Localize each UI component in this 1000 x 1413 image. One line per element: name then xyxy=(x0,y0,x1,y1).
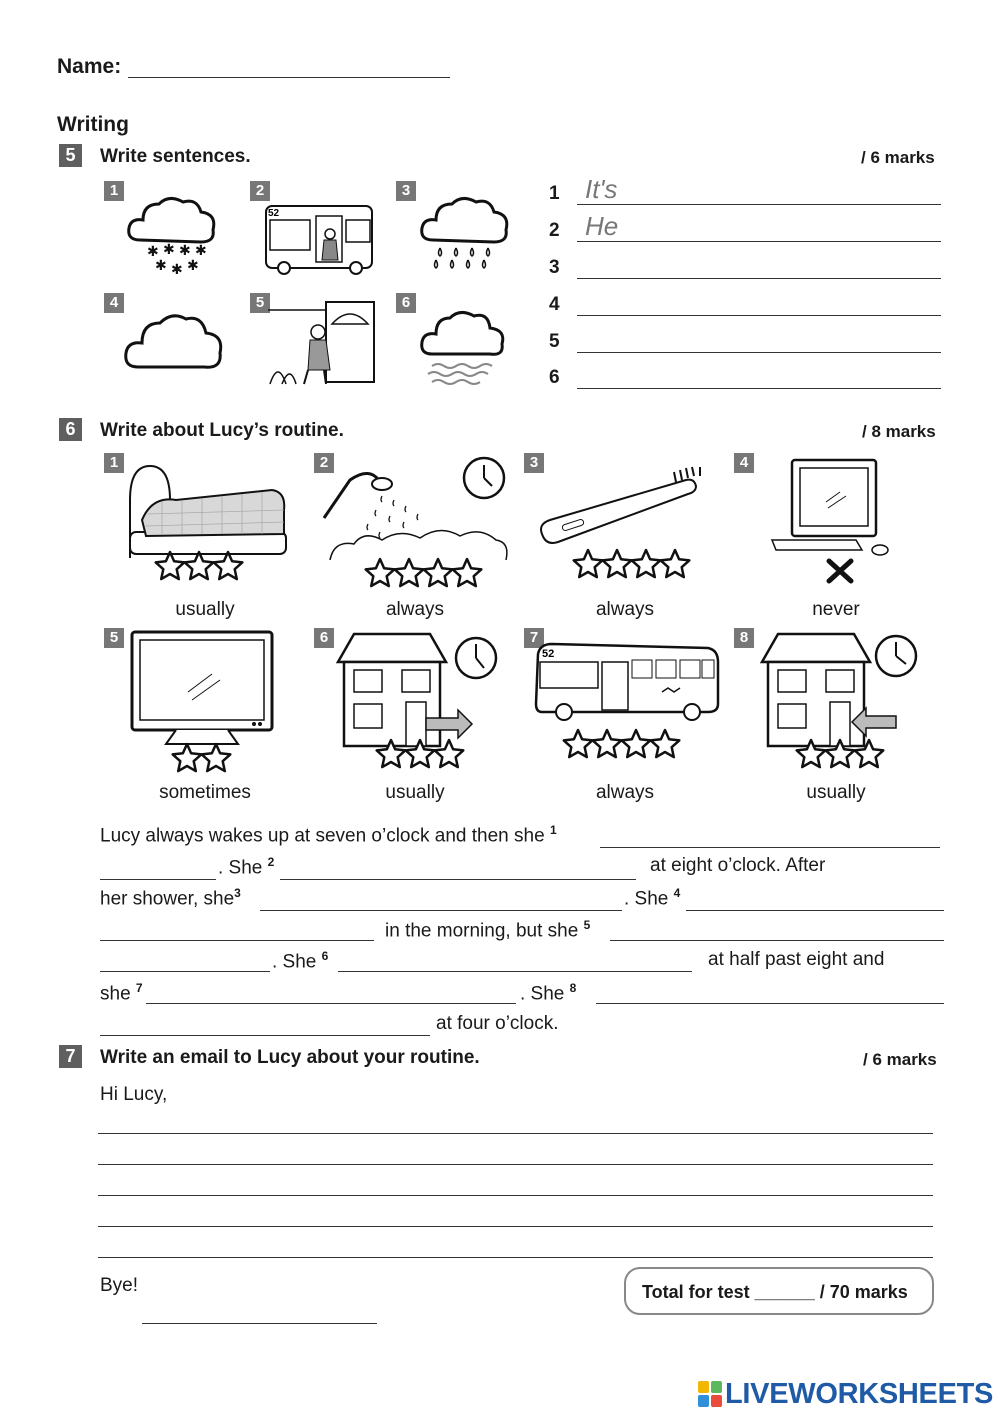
ex6-gap-8a[interactable] xyxy=(596,978,944,1004)
star-icon xyxy=(564,730,593,757)
ex5-picture-number-2: 2 xyxy=(250,181,270,201)
ex5-answer-number-5: 5 xyxy=(549,331,560,352)
bed-icon xyxy=(122,460,290,560)
wind-cloud-icon xyxy=(418,302,508,386)
email-line-1[interactable] xyxy=(98,1106,933,1134)
ex6-frequency-3: always xyxy=(595,599,655,620)
email-line-3[interactable] xyxy=(98,1168,933,1196)
svg-text:✱: ✱ xyxy=(155,258,167,274)
ex6-gap-5b[interactable] xyxy=(100,946,270,972)
logo-mark-icon xyxy=(698,1381,722,1407)
svg-text:✱: ✱ xyxy=(171,262,183,278)
star-icon xyxy=(185,552,214,579)
rain-cloud-icon xyxy=(418,190,513,280)
star-icon xyxy=(574,550,603,577)
logo-text: LIVEWORKSHEETS xyxy=(725,1378,994,1410)
exercise-5-title: Write sentences. xyxy=(100,146,251,167)
star-icon xyxy=(156,552,185,579)
never-cross-icon xyxy=(825,557,855,585)
television-icon xyxy=(130,630,275,748)
email-closing: Bye! xyxy=(100,1275,139,1296)
ex6-text-line-1: Lucy always wakes up at seven o’clock and then she $^1$ xyxy=(100,823,557,847)
ex5-picture-number-5: 5 xyxy=(250,293,270,313)
star-icon xyxy=(406,740,435,767)
ex6-gap-8b[interactable] xyxy=(100,1010,430,1036)
ex6-text-line-2a: . She $^2$ xyxy=(218,855,275,879)
star-icon xyxy=(826,740,855,767)
star-icon xyxy=(435,740,464,767)
ex5-picture-number-1: 1 xyxy=(104,181,124,201)
exercise-5-marks: / 6 marks xyxy=(861,148,935,167)
star-icon xyxy=(651,730,680,757)
ex6-picture-number-6: 6 xyxy=(314,628,334,648)
ex6-stars-7 xyxy=(563,728,683,760)
bus-boarding-icon xyxy=(264,196,374,276)
exercise-7-number: 7 xyxy=(59,1045,82,1068)
liveworksheets-logo xyxy=(698,1379,994,1409)
ex5-answer-2[interactable] xyxy=(577,211,941,242)
ex5-answer-number-4: 4 xyxy=(549,294,560,315)
star-icon xyxy=(214,552,243,579)
shower-icon xyxy=(320,460,510,560)
ex6-text-line-3a: her shower, she$^3$ xyxy=(100,886,241,910)
ex6-gap-4a[interactable] xyxy=(686,885,944,911)
ex6-gap-1b[interactable] xyxy=(100,854,216,880)
ex6-stars-1 xyxy=(155,550,247,582)
ex5-answer-4[interactable] xyxy=(577,285,941,316)
exercise-7-marks: / 6 marks xyxy=(863,1050,937,1069)
ex5-answer-number-3: 3 xyxy=(549,257,560,278)
ex5-answer-1[interactable] xyxy=(577,174,941,205)
computer-icon xyxy=(770,458,894,558)
ex5-picture-number-3: 3 xyxy=(396,181,416,201)
exercise-6-title: Write about Lucy’s routine. xyxy=(100,420,344,441)
ex6-frequency-2: always xyxy=(385,599,445,620)
svg-text:✱: ✱ xyxy=(179,243,191,259)
snow-cloud-icon xyxy=(125,190,220,280)
ex6-frequency-6: usually xyxy=(385,782,445,803)
total-box xyxy=(624,1267,934,1315)
svg-text:✱: ✱ xyxy=(187,258,199,274)
ex6-text-line-6b: . She $^8$ xyxy=(520,981,577,1005)
ex6-gap-5a[interactable] xyxy=(610,915,944,941)
name-field[interactable] xyxy=(128,52,450,78)
ex6-gap-2[interactable] xyxy=(280,854,636,880)
ex6-stars-3 xyxy=(573,548,693,580)
ex6-text-line-3b: . She $^4$ xyxy=(624,886,681,910)
star-icon xyxy=(593,730,622,757)
ex6-text-line-2b: at eight o’clock. After xyxy=(650,855,826,876)
ex6-text-line-6a: she $^7$ xyxy=(100,981,143,1005)
exercise-5-number: 5 xyxy=(59,144,82,167)
exercise-6-number: 6 xyxy=(59,418,82,441)
email-greeting: Hi Lucy, xyxy=(100,1084,168,1105)
svg-text:✱: ✱ xyxy=(147,244,159,260)
ex5-picture-number-6: 6 xyxy=(396,293,416,313)
exercise-7-title: Write an email to Lucy about your routine. xyxy=(100,1047,480,1068)
person-at-door-icon xyxy=(268,300,386,386)
ex6-picture-number-2: 2 xyxy=(314,453,334,473)
ex5-answer-number-6: 6 xyxy=(549,367,560,388)
svg-text:✱: ✱ xyxy=(195,243,207,259)
svg-text:52: 52 xyxy=(542,648,555,660)
ex6-picture-number-3: 3 xyxy=(524,453,544,473)
cloud-icon xyxy=(122,305,227,375)
ex6-stars-8 xyxy=(796,738,888,770)
ex6-frequency-7: always xyxy=(595,782,655,803)
svg-text:52: 52 xyxy=(268,208,280,219)
ex6-picture-number-5: 5 xyxy=(104,628,124,648)
star-icon xyxy=(661,550,690,577)
star-icon xyxy=(797,740,826,767)
ex6-text-line-5b: at half past eight and xyxy=(708,949,885,970)
bus-icon xyxy=(532,640,722,724)
ex6-gap-4b[interactable] xyxy=(100,915,374,941)
star-icon xyxy=(173,744,202,771)
ex6-frequency-1: usually xyxy=(175,599,235,620)
star-icon xyxy=(377,740,406,767)
ex6-gap-1a[interactable] xyxy=(600,822,940,848)
email-line-5[interactable] xyxy=(98,1230,933,1258)
svg-text:✱: ✱ xyxy=(163,242,175,258)
email-line-4[interactable] xyxy=(98,1199,933,1227)
ex5-answer-6[interactable] xyxy=(577,358,941,389)
arrive-house-icon xyxy=(760,632,920,750)
ex6-picture-number-7: 7 xyxy=(524,628,544,648)
ex6-stars-5 xyxy=(172,742,234,774)
star-icon xyxy=(632,550,661,577)
ex6-gap-6[interactable] xyxy=(338,946,692,972)
star-icon xyxy=(603,550,632,577)
ex6-stars-6 xyxy=(376,738,468,770)
ex6-gap-3[interactable] xyxy=(260,885,622,911)
section-title: Writing xyxy=(57,113,129,136)
leave-house-icon xyxy=(336,632,506,750)
star-icon xyxy=(424,559,453,586)
ex6-text-line-5a: . She $^6$ xyxy=(272,949,329,973)
email-line-2[interactable] xyxy=(98,1137,933,1165)
star-icon xyxy=(395,559,424,586)
ex6-picture-number-8: 8 xyxy=(734,628,754,648)
star-icon xyxy=(622,730,651,757)
ex6-text-line-4: in the morning, but she $^5$ xyxy=(385,918,591,942)
star-icon xyxy=(366,559,395,586)
star-icon xyxy=(453,559,482,586)
toothbrush-icon xyxy=(536,468,716,548)
star-icon xyxy=(202,744,231,771)
ex6-frequency-5: sometimes xyxy=(159,782,251,803)
ex6-text-line-7: at four o’clock. xyxy=(436,1013,559,1034)
ex6-picture-number-1: 1 xyxy=(104,453,124,473)
ex6-stars-2 xyxy=(365,557,485,589)
star-icon xyxy=(855,740,884,767)
ex5-picture-number-4: 4 xyxy=(104,293,124,313)
ex5-answer-number-2: 2 xyxy=(549,220,560,241)
ex6-picture-number-4: 4 xyxy=(734,453,754,473)
ex5-answer-3[interactable] xyxy=(577,248,941,279)
ex5-answer-5[interactable] xyxy=(577,322,941,353)
exercise-6-marks: / 8 marks xyxy=(862,422,936,441)
total-label: Total for test ______ / 70 marks xyxy=(642,1282,908,1302)
name-label: Name: xyxy=(57,55,122,78)
ex6-gap-7[interactable] xyxy=(146,978,516,1004)
ex6-frequency-8: usually xyxy=(806,782,866,803)
ex6-frequency-4: never xyxy=(812,599,860,620)
email-signature-field[interactable] xyxy=(142,1296,377,1324)
ex5-answer-number-1: 1 xyxy=(549,183,560,204)
